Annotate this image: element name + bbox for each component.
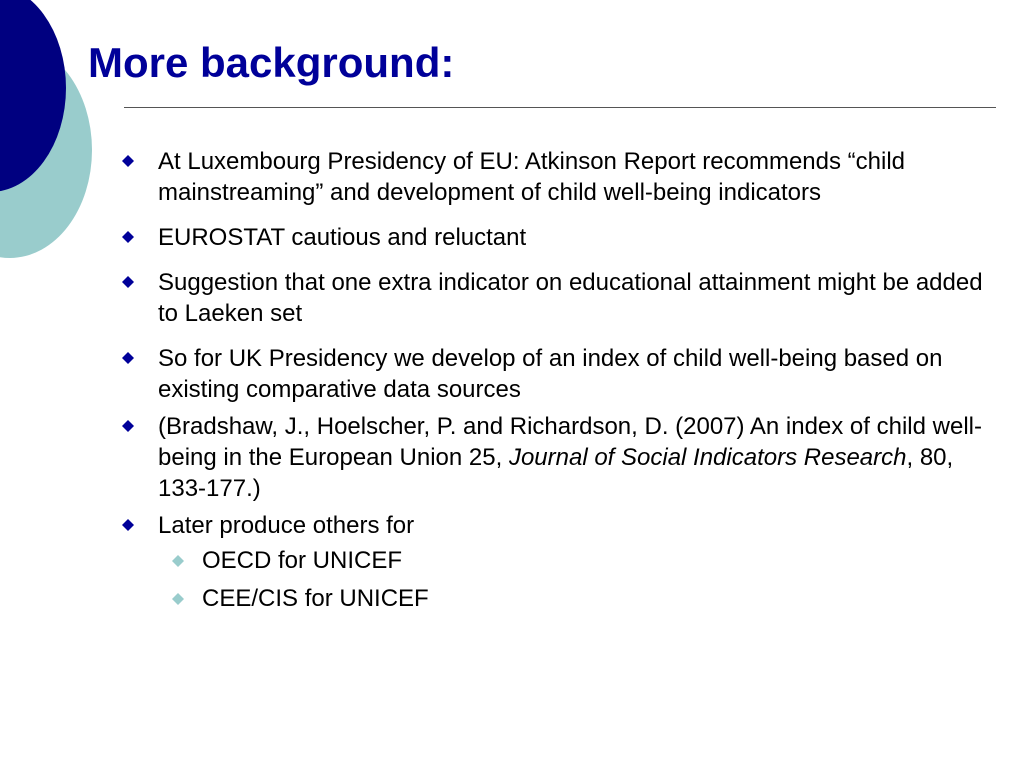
title-divider (124, 107, 996, 108)
sub-bullet-item-oecd (166, 545, 1002, 576)
bullet-list (122, 146, 1002, 621)
diamond-icon (122, 352, 134, 364)
sub-bullet-text: CEE/CIS for UNICEF (202, 585, 429, 612)
sub-diamond-icon (172, 593, 184, 605)
bullet-item-later (122, 510, 1002, 614)
sub-diamond-icon (172, 555, 184, 567)
bullet-text: So for UK Presidency we develop of an index of child well-being based on existing comparative data sources (158, 345, 943, 403)
journal-title: Journal of Social Indicators Research (508, 444, 907, 471)
bullet-item-suggestion (122, 267, 1002, 329)
slide-title: More background: (88, 39, 455, 86)
diamond-icon (122, 231, 134, 243)
diamond-icon (122, 155, 134, 167)
sub-bullet-item-cee-cis (166, 583, 1002, 614)
bullet-item-citation (122, 411, 1002, 504)
bullet-item-uk-presidency (122, 343, 1002, 405)
bullet-item-eurostat (122, 222, 1002, 253)
diamond-icon (122, 276, 134, 288)
bullet-text: Later produce others for (158, 512, 415, 539)
bullet-text: At Luxembourg Presidency of EU: Atkinson Report recommends “child mainstreaming” and development of child well-being indicators (158, 148, 906, 206)
sub-bullet-text: OECD for UNICEF (202, 547, 403, 574)
bullet-text: EUROSTAT cautious and reluctant (158, 224, 527, 251)
citation-text: (Bradshaw, J., Hoelscher, P. and Richardson, D. (2007) An index of child well-being in the European Union 25, (158, 413, 982, 471)
citation-details: , 80, 133-177.) (158, 444, 954, 502)
bullet-item-luxembourg (122, 146, 1002, 208)
bullet-text: Suggestion that one extra indicator on educational attainment might be added to Laeken set (158, 269, 983, 327)
diamond-icon (122, 519, 134, 531)
sub-bullet-list (166, 545, 1002, 614)
diamond-icon (122, 420, 134, 432)
